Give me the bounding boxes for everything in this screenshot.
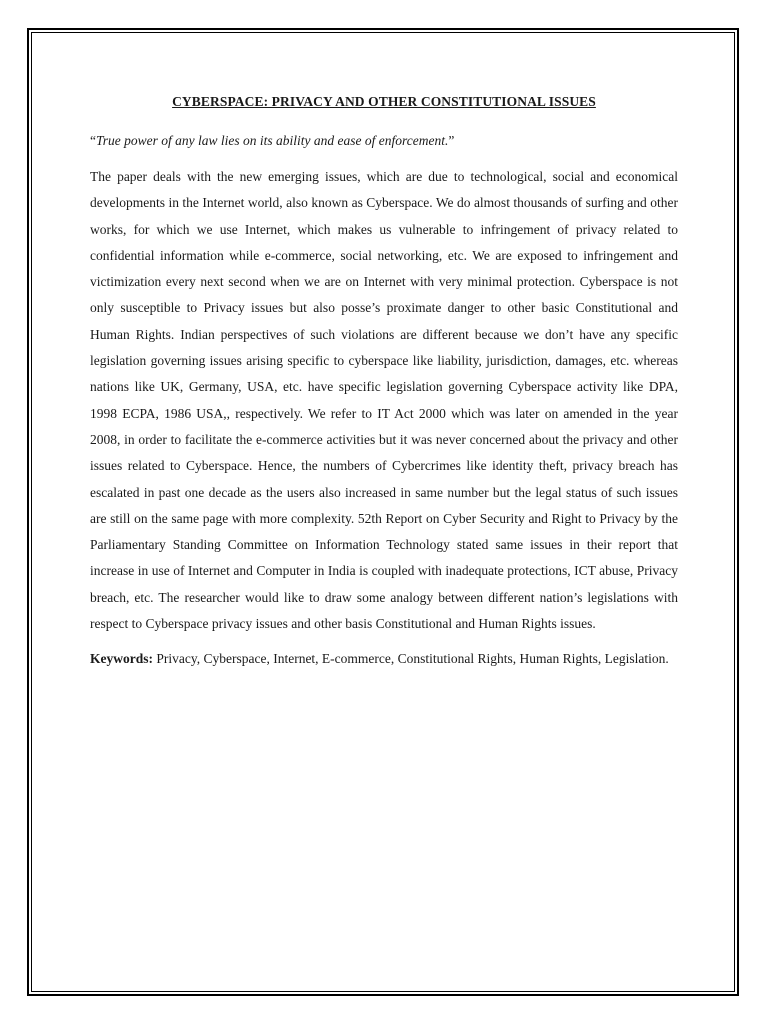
document-content — [90, 92, 678, 673]
document-title: CYBERSPACE: PRIVACY AND OTHER CONSTITUTIONAL ISSUES — [172, 94, 596, 109]
keywords-paragraph — [90, 646, 678, 672]
keywords-list: Privacy, Cyberspace, Internet, E-commerce, Constitutional Rights, Human Rights, Legislation. — [153, 651, 669, 667]
epigraph-quote — [90, 131, 678, 151]
quote-text: True power of any law lies on its ability and ease of enforcement. — [96, 133, 449, 148]
keywords-label: Keywords: — [90, 651, 153, 667]
quote-open-mark: “ — [90, 133, 96, 148]
quote-close-mark: ” — [448, 133, 455, 148]
abstract-paragraph: The paper deals with the new emerging issues, which are due to technological, social and economical developments in the Internet world, also known as Cyberspace. We do almost thousands of surfing and other works, for which we use Internet, which makes us vulnerable to infringement of privacy related to confidential information while e-commerce, social networking, etc. We are exposed to infringement and victimization every next second when we are on Internet with very minimal protection. Cyberspace is not only susceptible to Privacy issues but also posse’s proximate danger to other basic Constitutional and Human Rights. Indian perspectives of such violations are different because we don’t have any specific legislation governing issues arising specific to cyberspace like liability, jurisdiction, damages, etc. whereas nations like UK, Germany, USA, etc. have specific legislation governing Cyberspace activity like DPA, 1998 ECPA, 1986 USA,, respectively. We refer to IT Act 2000 which was later on amended in the year 2008, in order to facilitate the e-commerce activities but it was never concerned about the privacy and other issues related to Cyberspace. Hence, the numbers of Cybercrimes like identity theft, privacy breach has escalated in past one decade as the users also increased in same number but the legal status of such issues are still on the same page with more complexity. 52th Report on Cyber Security and Right to Privacy by the Parliamentary Standing Committee on Information Technology stated same issues in their report that increase in use of Internet and Computer in India is coupled with inadequate protections, ICT abuse, Privacy breach, etc. The researcher would like to draw some analogy between different nation’s legislations with respect to Cyberspace privacy issues and other basis Constitutional and Human Rights issues. — [90, 169, 678, 632]
